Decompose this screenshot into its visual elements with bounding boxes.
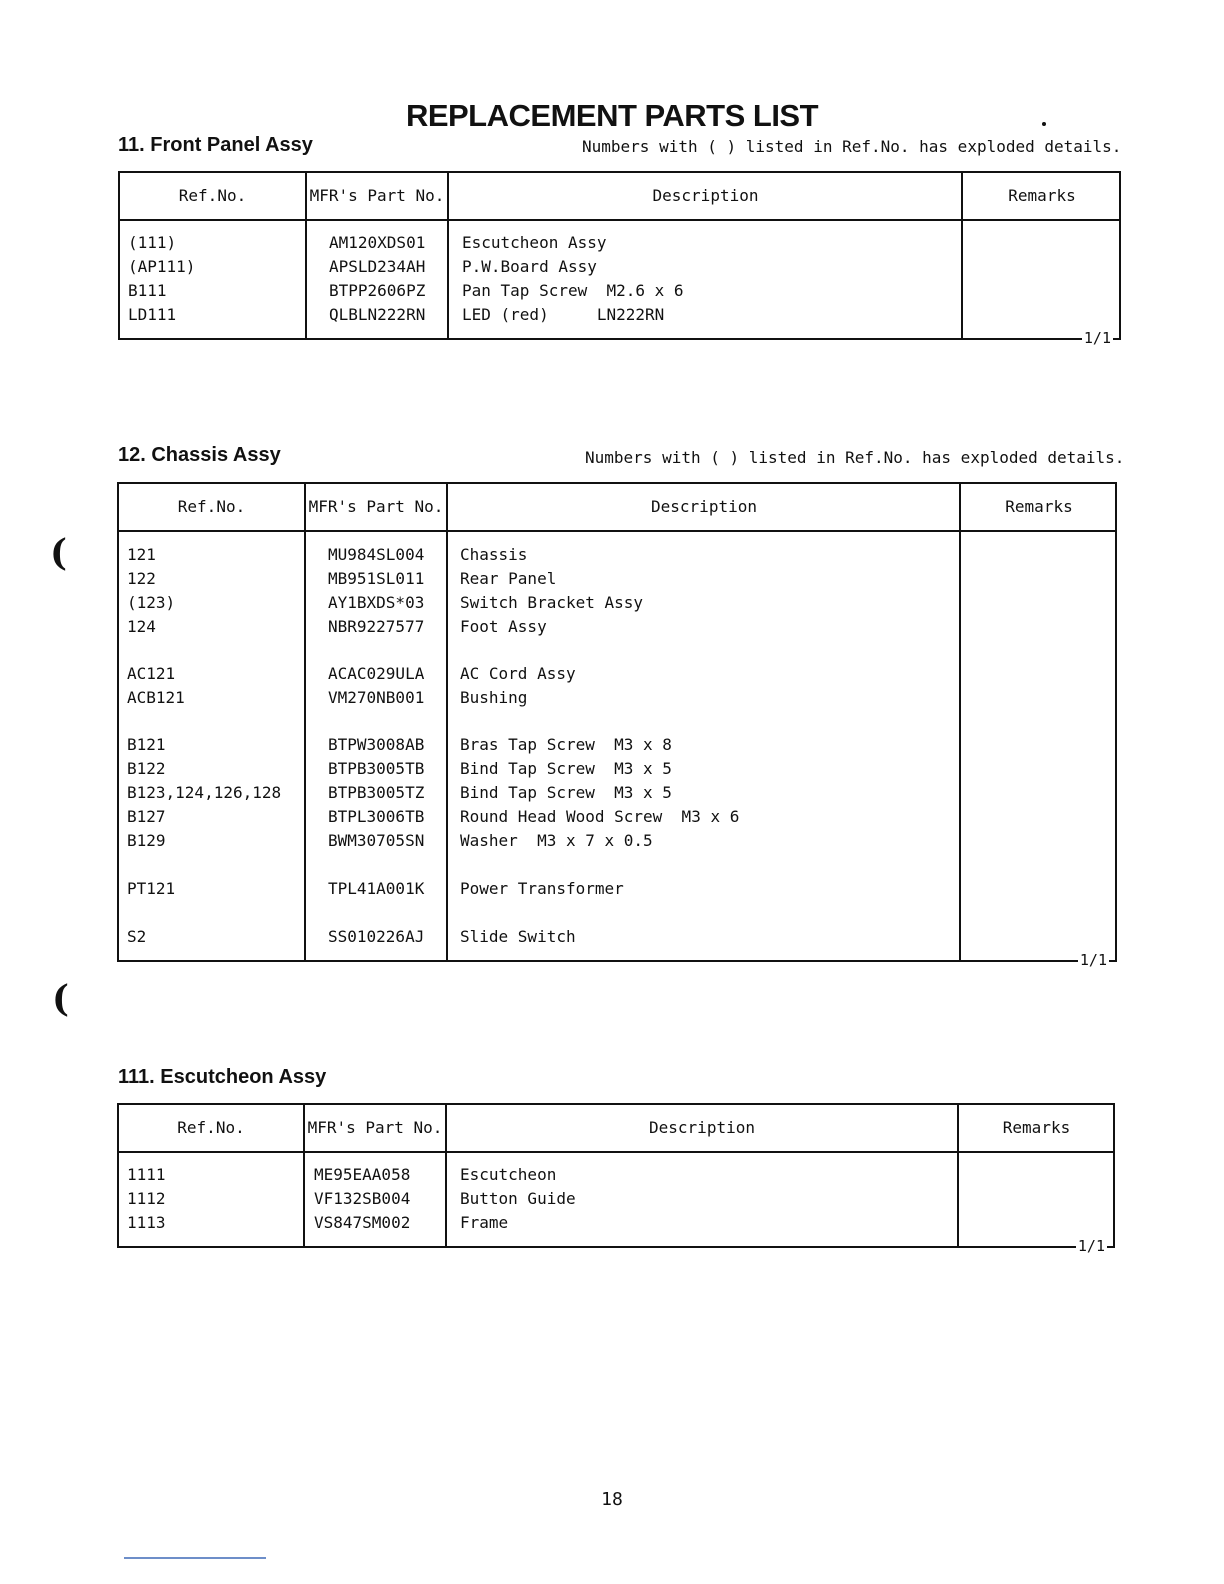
- col-remarks-header: Remarks: [1008, 186, 1076, 205]
- ref-no: 121: [127, 545, 156, 564]
- description: P.W.Board Assy: [462, 257, 597, 276]
- part-no: BWM30705SN: [328, 831, 425, 850]
- table-header: [119, 1105, 1113, 1153]
- ref-no: PT121: [127, 879, 176, 898]
- ref-no: (111): [128, 233, 177, 252]
- parts-table-front-panel: [118, 171, 1121, 347]
- col-ref-header: Ref.No.: [178, 186, 247, 205]
- part-no: VM270NB001: [328, 688, 425, 707]
- part-no: QLBLN222RN: [329, 305, 426, 324]
- binder-mark: (: [52, 978, 70, 1020]
- description: Bind Tap Screw M3 x 5: [460, 783, 672, 802]
- page-title: REPLACEMENT PARTS LIST: [405, 98, 819, 133]
- table-row: [119, 567, 1115, 591]
- table-row: [119, 1187, 1113, 1211]
- table-row: [119, 662, 1115, 686]
- part-no: TPL41A001K: [328, 879, 425, 898]
- section-title-escutcheon: 111. Escutcheon Assy: [118, 1066, 327, 1088]
- section-title-front-panel: 11. Front Panel Assy: [118, 134, 313, 156]
- table-row: [119, 829, 1115, 853]
- description: Bras Tap Screw M3 x 8: [460, 735, 672, 754]
- description: Round Head Wood Screw M3 x 6: [460, 807, 740, 826]
- table-row: [119, 805, 1115, 829]
- col-part-header: MFR's Part No.: [308, 497, 444, 516]
- table-row: [119, 591, 1115, 615]
- description: Escutcheon: [460, 1165, 557, 1184]
- table-row: [119, 877, 1115, 901]
- part-no: BTPP2606PZ: [329, 281, 426, 300]
- col-desc-header: Description: [649, 1118, 755, 1137]
- part-no: BTPB3005TB: [328, 759, 425, 778]
- scan-edge-line: [124, 1557, 266, 1559]
- description: Button Guide: [460, 1189, 576, 1208]
- description: Switch Bracket Assy: [460, 593, 644, 612]
- table-row: [119, 543, 1115, 567]
- description: Rear Panel: [460, 569, 557, 588]
- ref-no: ACB121: [127, 688, 185, 707]
- section-note: Numbers with ( ) listed in Ref.No. has exploded details.: [582, 137, 1122, 156]
- table-row: [119, 1163, 1113, 1187]
- part-no: MB951SL011: [328, 569, 425, 588]
- part-no: MU984SL004: [328, 545, 425, 564]
- part-no: AY1BXDS*03: [328, 593, 425, 612]
- ref-no: AC121: [127, 664, 176, 683]
- description: Bind Tap Screw M3 x 5: [460, 759, 672, 778]
- col-ref-header: Ref.No.: [177, 497, 246, 516]
- part-no: ACAC029ULA: [328, 664, 425, 683]
- table-row: [120, 279, 1119, 303]
- description: Washer M3 x 7 x 0.5: [460, 831, 653, 850]
- table-row: [119, 925, 1115, 949]
- description: AC Cord Assy: [460, 664, 576, 683]
- ref-no: 1111: [127, 1165, 166, 1184]
- ref-no: 122: [127, 569, 156, 588]
- ref-no: B129: [127, 831, 166, 850]
- description: LED (red) LN222RN: [462, 305, 665, 324]
- ref-no: 1113: [127, 1213, 166, 1232]
- table-row: [119, 733, 1115, 757]
- table-row: [119, 686, 1115, 710]
- part-no: BTPW3008AB: [328, 735, 425, 754]
- part-no: VS847SM002: [314, 1213, 411, 1232]
- description: Escutcheon Assy: [462, 233, 607, 252]
- description: Pan Tap Screw M2.6 x 6: [462, 281, 684, 300]
- part-no: ME95EAA058: [314, 1165, 411, 1184]
- table-header: [120, 173, 1119, 221]
- description: Power Transformer: [460, 879, 624, 898]
- binder-mark: (: [50, 532, 68, 574]
- ref-no: S2: [127, 927, 147, 946]
- col-remarks-header: Remarks: [1005, 497, 1073, 516]
- part-no: SS010226AJ: [328, 927, 425, 946]
- ref-no: B123,124,126,128: [127, 783, 282, 802]
- part-no: VF132SB004: [314, 1189, 411, 1208]
- col-part-header: MFR's Part No.: [307, 1118, 443, 1137]
- table-header: [119, 484, 1115, 532]
- part-no: AM120XDS01: [329, 233, 426, 252]
- col-desc-header: Description: [651, 497, 757, 516]
- table-row: [119, 615, 1115, 639]
- table-row: [119, 1211, 1113, 1235]
- description: Bushing: [460, 688, 528, 707]
- page-mark: 1/1: [1079, 951, 1107, 969]
- table-row: [120, 255, 1119, 279]
- ref-no: (AP111): [128, 257, 196, 276]
- table-row: [120, 231, 1119, 255]
- parts-table-escutcheon: [117, 1103, 1115, 1255]
- table-row: [119, 757, 1115, 781]
- description: Foot Assy: [460, 617, 547, 636]
- ref-no: B121: [127, 735, 166, 754]
- col-part-header: MFR's Part No.: [309, 186, 445, 205]
- section-title-chassis: 12. Chassis Assy: [118, 444, 281, 466]
- ref-no: B127: [127, 807, 166, 826]
- part-no: APSLD234AH: [329, 257, 426, 276]
- ref-no: (123): [127, 593, 176, 612]
- description: Chassis: [460, 545, 528, 564]
- part-no: NBR9227577: [328, 617, 425, 636]
- page-number: 18: [601, 1489, 623, 1510]
- section-note: Numbers with ( ) listed in Ref.No. has exploded details.: [585, 448, 1125, 467]
- page-mark: 1/1: [1077, 1237, 1105, 1255]
- col-remarks-header: Remarks: [1002, 1118, 1071, 1137]
- part-no: BTPB3005TZ: [328, 783, 425, 802]
- ref-no: B122: [127, 759, 166, 778]
- ref-no: 124: [127, 617, 156, 636]
- ref-no: 1112: [127, 1189, 166, 1208]
- ref-no: LD111: [128, 305, 177, 324]
- col-ref-header: Ref.No.: [177, 1118, 245, 1137]
- ref-no: B111: [128, 281, 167, 300]
- description: Slide Switch: [460, 927, 576, 946]
- page-mark: 1/1: [1083, 329, 1111, 347]
- table-row: [120, 303, 1119, 327]
- stray-dot: [1042, 122, 1046, 126]
- parts-table-chassis: [117, 482, 1117, 969]
- description: Frame: [460, 1213, 509, 1232]
- table-row: [119, 781, 1115, 805]
- part-no: BTPL3006TB: [328, 807, 425, 826]
- col-desc-header: Description: [652, 186, 759, 205]
